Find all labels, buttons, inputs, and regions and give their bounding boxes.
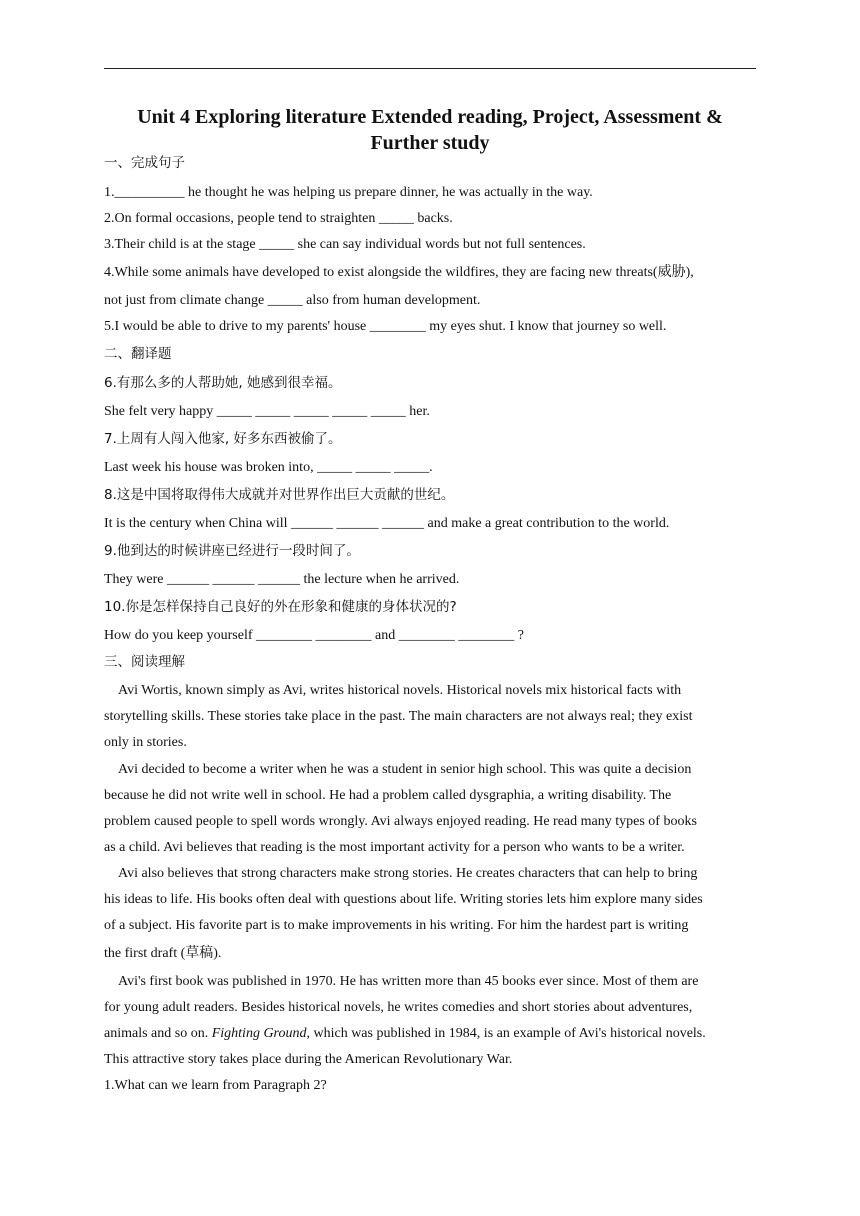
passage-line: his ideas to life. His books often deal with questions about life. Writing stories lets him explore many sides [104,892,703,907]
page-title [104,104,756,156]
passage-line: Avi also believes that strong characters make strong stories. He creates characters that can help to bring [118,866,698,881]
book-title: Fighting Ground [211,1026,307,1041]
passage-line: because he did not write well in school. He had a problem called dysgraphia, a writing disability. The [104,788,672,803]
chinese-prompt: 8.这是中国将取得伟大成就并对世界作出巨大贡献的世纪。 [104,487,455,503]
section-heading-completion: 一、完成句子 [104,155,185,171]
passage-line: Avi's first book was published in 1970. He has written more than 45 books ever since. Most of them are [118,974,699,989]
translation-line: She felt very happy _____ _____ _____ _____ _____ her. [104,404,430,419]
passage-line: problem caused people to spell words wrongly. Avi always enjoyed reading. He read many types of books [104,814,697,829]
section-heading-reading: 三、阅读理解 [104,654,185,670]
passage-line: storytelling skills. These stories take place in the past. The main characters are not always real; they exist [104,709,693,724]
passage-line: Avi Wortis, known simply as Avi, writes historical novels. Historical novels mix historical facts with [118,683,682,698]
question-line: 3.Their child is at the stage _____ she can say individual words but not full sentences. [104,237,586,252]
title-line-1: Unit 4 Exploring literature Extended reading, Project, Assessment & [137,106,723,128]
passage-fragment: , which was published in 1984, is an example of Avi's historical novels. [306,1026,706,1041]
chinese-prompt: 10.你是怎样保持自己良好的外在形象和健康的身体状况的? [104,599,457,615]
passage-line: Avi decided to become a writer when he was a student in senior high school. This was quite a decision [118,762,692,777]
translation-line: Last week his house was broken into, _____ _____ _____. [104,460,433,475]
title-line-2: Further study [370,132,490,154]
passage-line: the first draft (草稿). [104,946,222,961]
passage-line [104,1024,764,1044]
passage-fragment: animals and so on. [104,1026,209,1041]
translation-line: They were ______ ______ ______ the lecture when he arrived. [104,572,460,587]
chinese-prompt: 6.有那么多的人帮助她, 她感到很幸福。 [104,375,342,391]
question-line: 1.__________ he thought he was helping us prepare dinner, he was actually in the way. [104,185,593,200]
passage-line: This attractive story takes place during the American Revolutionary War. [104,1052,513,1067]
section-heading-translation: 二、翻译题 [104,346,172,362]
reading-question: 1.What can we learn from Paragraph 2? [104,1078,327,1093]
passage-line: as a child. Avi believes that reading is the most important activity for a person who wants to be a writer. [104,840,685,855]
passage-line: for young adult readers. Besides historical novels, he writes comedies and short stories about adventures, [104,1000,693,1015]
chinese-prompt: 7.上周有人闯入他家, 好多东西被偷了。 [104,431,342,447]
translation-line: How do you keep yourself ________ ________ and ________ ________ ? [104,628,524,643]
translation-line: It is the century when China will ______ ______ ______ and make a great contribution to the world. [104,516,670,531]
question-line: 5.I would be able to drive to my parents' house ________ my eyes shut. I know that journey so well. [104,319,667,334]
question-line: 2.On formal occasions, people tend to straighten _____ backs. [104,211,453,226]
passage-line: of a subject. His favorite part is to make improvements in his writing. For him the hardest part is writing [104,918,689,933]
passage-line: only in stories. [104,735,187,750]
question-line: not just from climate change _____ also from human development. [104,293,481,308]
header-rule [104,68,756,69]
chinese-prompt: 9.他到达的时候讲座已经进行一段时间了。 [104,543,360,559]
question-line: 4.While some animals have developed to exist alongside the wildfires, they are facing new threats(威胁), [104,265,694,280]
